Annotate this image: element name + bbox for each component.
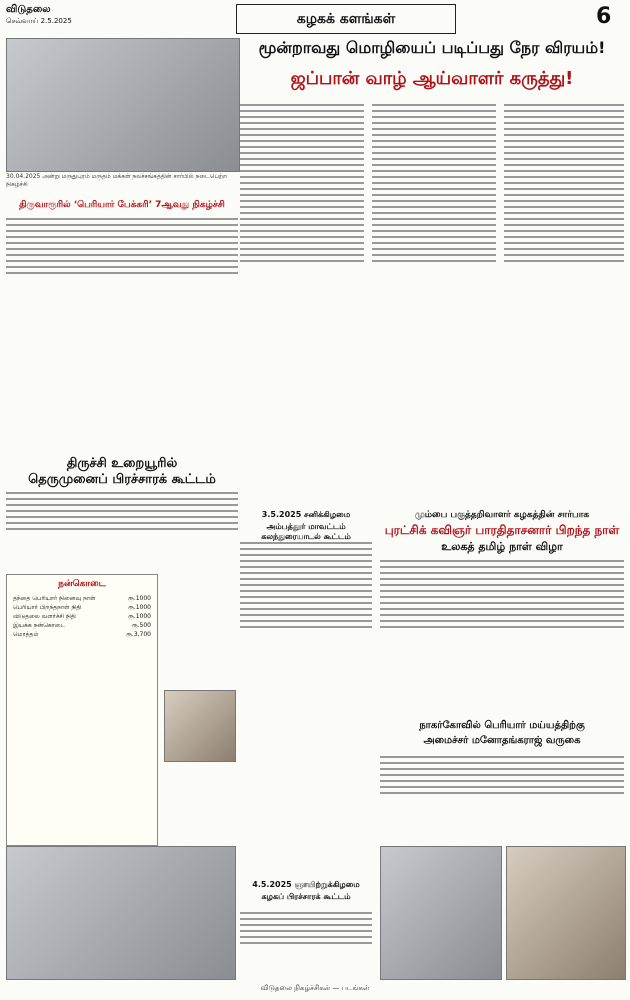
- donation-item: இயக்க நன்கொடை ரூ.500: [13, 622, 151, 629]
- right-low-body: [380, 752, 624, 842]
- lead-body-col3: [504, 100, 624, 440]
- lead-headline: மூன்றாவது மொழியைப் படிப்பது நேர விரயம்!: [258, 38, 606, 57]
- bottom-left-photo: [6, 846, 236, 980]
- left-headline: திருவாரூரில் ‘பெரியார் பேக்கரி’ 7ஆவது நிகழ்ச்சி: [19, 200, 225, 210]
- right-mid-headline2: புரட்சிக் கவிஞர் பாரதிதாசனார் பிறந்த நாள்: [384, 523, 620, 537]
- photo-caption: 30.04.2025 அன்று மருதுபுரம் மருதம் மக்கள் நலச்சங்கத்தின் சார்பில் நடைபெற்ற நிகழ்ச்சி: [6, 173, 228, 188]
- masthead-date: செவ்வாய் 2.5.2025: [6, 17, 72, 25]
- donation-item: பெரியார் பிறந்தநாள் நிதி ரூ.1000: [13, 604, 151, 611]
- right-low-headline2: அமைச்சர் மனோதங்கராஜ் வருகை: [423, 735, 581, 746]
- center-mid-body2: [240, 908, 372, 986]
- donation-total: மொத்தம் ரூ.3,700: [13, 631, 151, 638]
- left-body: [6, 214, 238, 334]
- left-mid-headline1: திருச்சி உறையூரில்: [66, 456, 178, 471]
- bottom-right-photo-2: [506, 846, 626, 980]
- center-mid-body: [240, 538, 372, 718]
- footer-caption: விடுதலை நிகழ்ச்சிகள் — படங்கள்: [260, 984, 370, 992]
- right-mid-headline3: உலகத் தமிழ் நாள் விழா: [441, 540, 563, 553]
- lead-subhead: ஜப்பான் வாழ் ஆய்வாளர் கருத்து!: [290, 68, 574, 89]
- center-mid-date2: 4.5.2025 ஞாயிற்றுக்கிழமை: [252, 880, 360, 889]
- right-low-headline1: நாகர்கோவில் பெரியார் மய்யத்திற்கு: [419, 720, 585, 731]
- right-mid-headline1: மும்பை பகுத்தறிவாளர் கழகத்தின் சார்பாக: [414, 510, 590, 520]
- left-mid-headline2: தெருமுனைப் பிரச்சாரக் கூட்டம்: [28, 472, 216, 487]
- right-mid-body: [380, 556, 624, 706]
- portrait-photo: [164, 690, 236, 762]
- donation-item: தந்தை பெரியார் நினைவு நாள் ரூ.1000: [13, 595, 151, 602]
- center-mid-date: 3.5.2025 சனிக்கிழமை: [261, 510, 351, 519]
- masthead-paper: விடுதலை: [6, 4, 51, 15]
- lead-body-col1: [240, 100, 364, 440]
- lead-body-col2: [372, 100, 496, 440]
- donation-box: [6, 574, 158, 846]
- bottom-right-photo-1: [380, 846, 502, 980]
- left-mid-body: [6, 488, 238, 568]
- center-mid-title2: கழகப் பிரச்சாரக் கூட்டம்: [261, 892, 351, 901]
- center-mid-title: அம்பத்தூர் மாவட்டம் கலந்துரையாடல் கூட்டம்: [261, 522, 351, 541]
- donation-title: நன்கொடை: [58, 579, 106, 589]
- news-photo: [6, 38, 240, 172]
- section-banner: கழகக் களங்கள்: [236, 4, 456, 34]
- page-number: 6: [596, 4, 612, 29]
- donation-item: விடுதலை வளர்ச்சி நிதி ரூ.1000: [13, 613, 151, 620]
